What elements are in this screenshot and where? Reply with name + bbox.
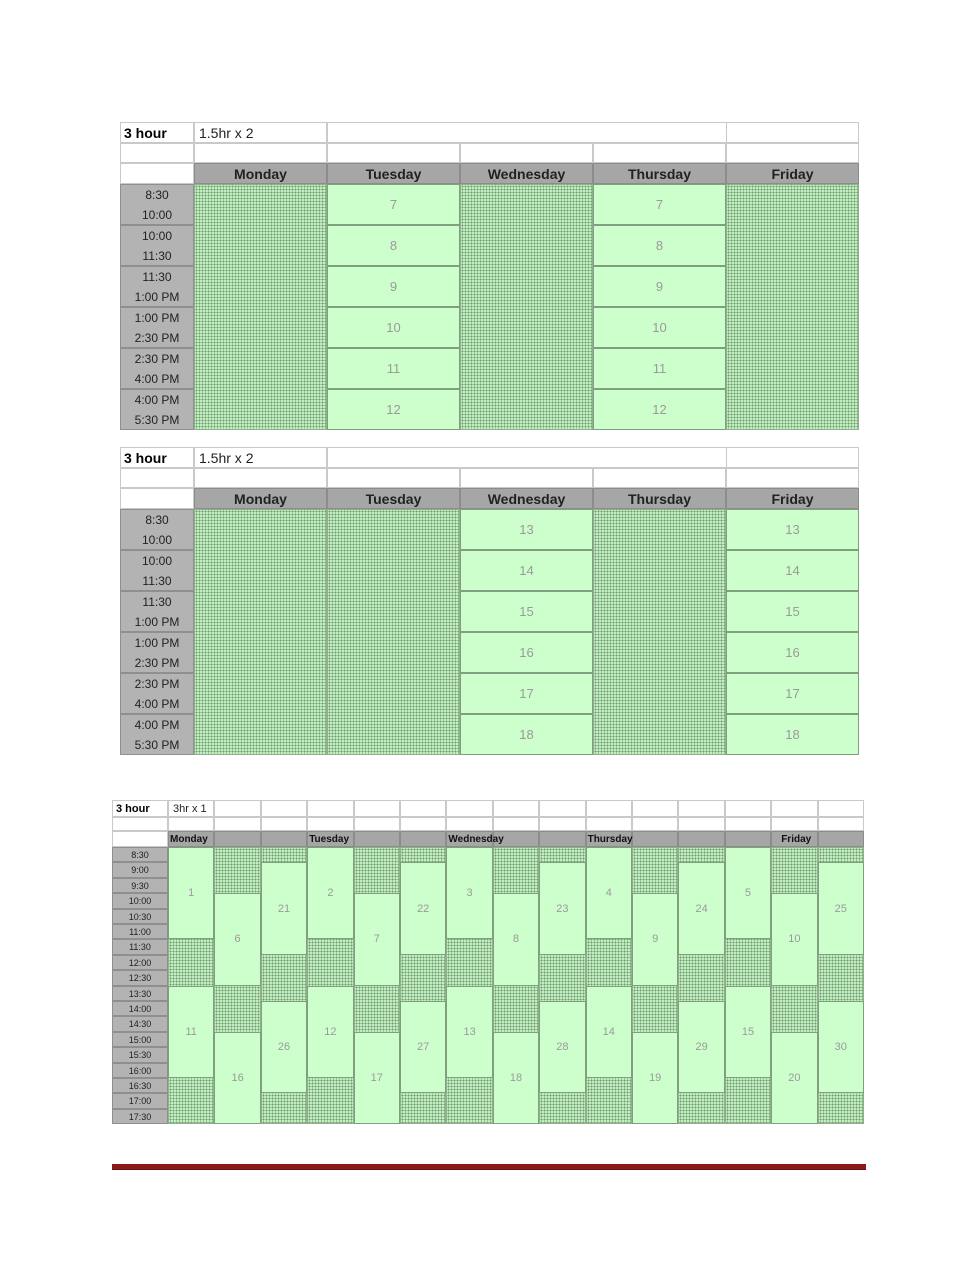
day-header-2: Wednesday (448, 833, 504, 845)
blank-cell (771, 800, 817, 817)
class-slot: 7 (593, 184, 726, 225)
day-header-3: Thursday (593, 488, 726, 509)
class-slot: 27 (400, 1001, 446, 1093)
time-label-5: 11:00 (112, 924, 168, 939)
class-slot: 15 (460, 591, 593, 632)
class-slot: 11 (593, 348, 726, 389)
class-slot: 8 (327, 225, 460, 266)
class-slot: 12 (327, 389, 460, 430)
time-label: 10:00 (141, 229, 173, 243)
day-header-1: Tuesday (327, 163, 460, 184)
unavailable-block (194, 184, 327, 430)
time-label: 11:30 (142, 574, 172, 588)
blank-cell (586, 817, 632, 831)
time-range-5 (120, 714, 194, 755)
day-header-4: Friday (781, 833, 812, 845)
time-label: 4:00 PM (134, 393, 180, 407)
time-range-0 (120, 184, 194, 225)
blank-cell (593, 468, 726, 488)
class-slot: 23 (539, 862, 585, 954)
time-label: 1:00 PM (134, 290, 180, 304)
class-slot: 12 (593, 389, 726, 430)
class-slot: 7 (327, 184, 460, 225)
day-header-3: Thursday (587, 833, 633, 845)
time-label-2: 9:30 (112, 878, 168, 893)
time-label-13: 15:30 (112, 1047, 168, 1062)
blank-cell (214, 817, 260, 831)
blank-cell (460, 143, 593, 163)
day-header-4: Friday (726, 163, 859, 184)
time-label: 1:00 PM (134, 636, 180, 650)
schedule-table-2 (120, 447, 859, 753)
class-slot: 28 (539, 1001, 585, 1093)
blank-cell (261, 800, 307, 817)
time-label-15: 16:30 (112, 1078, 168, 1093)
blank-cell (818, 800, 864, 817)
class-slot: 18 (460, 714, 593, 755)
time-label: 11:30 (142, 249, 172, 263)
time-range-1 (120, 550, 194, 591)
class-slot: 13 (460, 509, 593, 550)
time-label: 1:00 PM (134, 311, 180, 325)
table-format: 3hr x 1 (168, 800, 214, 817)
day-header-2: Wednesday (460, 163, 593, 184)
time-label: 2:30 PM (134, 656, 180, 670)
unavailable-block (593, 509, 726, 755)
footer-rule (112, 1164, 866, 1170)
blank-cell (168, 817, 214, 831)
class-slot: 16 (214, 1032, 260, 1124)
class-slot: 7 (354, 893, 400, 985)
class-slot: 15 (726, 591, 859, 632)
blank-cell (493, 800, 539, 817)
time-range-3 (120, 632, 194, 673)
time-range-2 (120, 591, 194, 632)
class-slot: 12 (307, 986, 353, 1078)
time-label: 5:30 PM (134, 738, 180, 752)
class-slot: 8 (593, 225, 726, 266)
time-label: 10:00 (141, 533, 173, 547)
class-slot: 17 (460, 673, 593, 714)
time-label: 8:30 (145, 513, 169, 527)
unavailable-block (327, 509, 460, 755)
time-range-3 (120, 307, 194, 348)
blank-cell (400, 817, 446, 831)
blank-cell (327, 143, 460, 163)
blank-cell (194, 468, 327, 488)
day-header-3: Thursday (593, 163, 726, 184)
blank-cell (120, 488, 194, 509)
time-label: 8:30 (145, 188, 169, 202)
blank-cell (726, 447, 859, 468)
class-slot: 11 (168, 986, 214, 1078)
time-label-9: 13:30 (112, 986, 168, 1001)
class-slot: 16 (460, 632, 593, 673)
time-range-4 (120, 673, 194, 714)
time-label-3: 10:00 (112, 893, 168, 908)
class-slot: 6 (214, 893, 260, 985)
blank-cell (327, 122, 727, 143)
class-slot: 3 (446, 847, 492, 939)
class-slot: 29 (678, 1001, 724, 1093)
class-slot: 18 (493, 1032, 539, 1124)
time-label-16: 17:00 (112, 1093, 168, 1108)
time-label: 11:30 (142, 595, 172, 609)
class-slot: 4 (586, 847, 632, 939)
class-slot: 10 (771, 893, 817, 985)
time-label-0: 8:30 (112, 847, 168, 862)
blank-cell (539, 817, 585, 831)
class-slot: 13 (446, 986, 492, 1078)
class-slot: 10 (327, 307, 460, 348)
blank-cell (725, 817, 771, 831)
blank-cell (327, 447, 727, 468)
time-label: 4:00 PM (134, 718, 180, 732)
time-label: 5:30 PM (134, 413, 180, 427)
blank-cell (446, 800, 492, 817)
class-slot: 8 (493, 893, 539, 985)
class-slot: 5 (725, 847, 771, 939)
time-label: 10:00 (141, 554, 173, 568)
day-header-1: Tuesday (327, 488, 460, 509)
blank-cell (354, 817, 400, 831)
day-header-cell (725, 831, 771, 847)
day-header-1: Tuesday (309, 833, 350, 845)
class-slot: 10 (593, 307, 726, 348)
class-slot: 19 (632, 1032, 678, 1124)
class-slot: 14 (726, 550, 859, 591)
class-slot: 9 (593, 266, 726, 307)
table-label: 3 hour (120, 122, 194, 143)
blank-cell (726, 143, 859, 163)
time-label: 2:30 PM (134, 677, 180, 691)
class-slot: 9 (327, 266, 460, 307)
class-slot: 24 (678, 862, 724, 954)
time-label-4: 10:30 (112, 909, 168, 924)
blank-cell (354, 800, 400, 817)
time-label: 4:00 PM (134, 697, 180, 711)
class-slot: 2 (307, 847, 353, 939)
blank-cell (327, 468, 460, 488)
time-label: 10:00 (141, 208, 173, 222)
class-slot: 15 (725, 986, 771, 1078)
class-slot: 16 (726, 632, 859, 673)
blank-cell (725, 800, 771, 817)
blank-cell (460, 468, 593, 488)
time-label-7: 12:00 (112, 955, 168, 970)
time-label-8: 12:30 (112, 970, 168, 985)
blank-cell (214, 800, 260, 817)
blank-cell (632, 800, 678, 817)
time-label-1: 9:00 (112, 862, 168, 877)
class-slot: 14 (586, 986, 632, 1078)
blank-cell (539, 800, 585, 817)
time-label-14: 16:00 (112, 1063, 168, 1078)
blank-cell (307, 800, 353, 817)
blank-cell (726, 468, 859, 488)
unavailable-block (726, 184, 859, 430)
blank-cell (120, 143, 194, 163)
class-slot: 17 (354, 1032, 400, 1124)
unavailable-block (460, 184, 593, 430)
blank-cell (112, 831, 168, 847)
class-slot: 14 (460, 550, 593, 591)
time-label: 2:30 PM (134, 331, 180, 345)
class-slot: 13 (726, 509, 859, 550)
table-label: 3 hour (120, 447, 194, 468)
class-slot: 20 (771, 1032, 817, 1124)
time-range-0 (120, 509, 194, 550)
class-slot: 17 (726, 673, 859, 714)
class-slot: 18 (726, 714, 859, 755)
class-slot: 30 (818, 1001, 864, 1093)
time-range-1 (120, 225, 194, 266)
day-header-4: Friday (726, 488, 859, 509)
blank-cell (261, 817, 307, 831)
table-format: 1.5hr x 2 (194, 122, 327, 143)
time-label-6: 11:30 (112, 939, 168, 954)
blank-cell (593, 143, 726, 163)
unavailable-block (194, 509, 327, 755)
blank-cell (771, 817, 817, 831)
time-label: 11:30 (142, 270, 172, 284)
blank-cell (678, 800, 724, 817)
class-slot: 25 (818, 862, 864, 954)
time-label: 2:30 PM (134, 352, 180, 366)
blank-cell (400, 800, 446, 817)
time-label-10: 14:00 (112, 1001, 168, 1016)
schedule-table-3 (112, 800, 864, 1126)
time-label: 1:00 PM (134, 615, 180, 629)
blank-cell (112, 817, 168, 831)
class-slot: 21 (261, 862, 307, 954)
blank-cell (632, 817, 678, 831)
time-range-4 (120, 348, 194, 389)
table-format: 1.5hr x 2 (194, 447, 327, 468)
blank-cell (194, 143, 327, 163)
blank-cell (586, 800, 632, 817)
blank-cell (818, 817, 864, 831)
day-header-2: Wednesday (460, 488, 593, 509)
blank-cell (120, 163, 194, 184)
table-label: 3 hour (112, 800, 168, 817)
day-header-0: Monday (194, 488, 327, 509)
day-header-0: Monday (170, 833, 208, 845)
time-label-11: 14:30 (112, 1016, 168, 1031)
time-range-2 (120, 266, 194, 307)
class-slot: 9 (632, 893, 678, 985)
class-slot: 26 (261, 1001, 307, 1093)
day-header-0: Monday (194, 163, 327, 184)
class-slot: 22 (400, 862, 446, 954)
time-label: 4:00 PM (134, 372, 180, 386)
blank-cell (120, 468, 194, 488)
time-label-17: 17:30 (112, 1109, 168, 1124)
blank-cell (307, 817, 353, 831)
time-range-5 (120, 389, 194, 430)
class-slot: 1 (168, 847, 214, 939)
time-label-12: 15:00 (112, 1032, 168, 1047)
blank-cell (446, 817, 492, 831)
blank-cell (493, 817, 539, 831)
blank-cell (678, 817, 724, 831)
blank-cell (726, 122, 859, 143)
class-slot: 11 (327, 348, 460, 389)
